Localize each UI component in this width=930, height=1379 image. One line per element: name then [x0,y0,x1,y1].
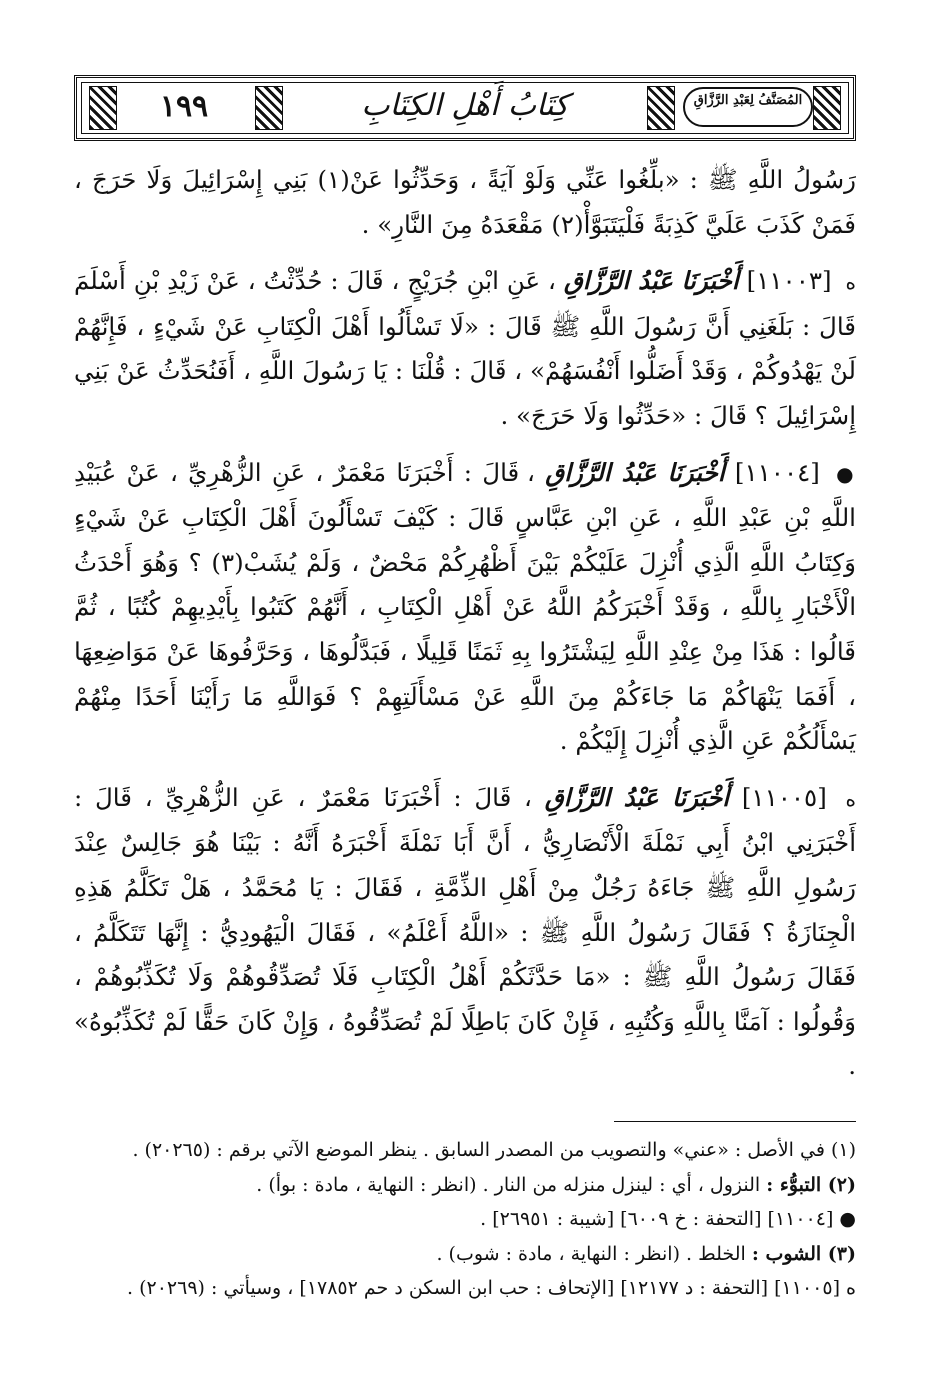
ornament-left-outer [89,86,117,130]
page-header [74,75,856,141]
takhrij-11004: ● [١١٠٠٤] [التحفة : خ ٦٠٠٩] [شيبة : ٢٦٩٥١] . [480,1208,856,1230]
footnote-2 [74,1168,856,1203]
footnote-text: النزول ، أي : لينزل منزله من النار . (انظر : النهاية ، مادة : بوأ) . [256,1173,761,1196]
hadith-text: ، قَالَ : أَخْبَرَنَا مَعْمَرٌ ، عَنِ الزُّهْرِيِّ ، عَنْ عُبَيْدِ اللَّهِ بْنِ عَبْدِ اللَّهِ ، عَنِ ابْنِ عَبَّاسٍ قَالَ : كَيْفَ تَسْأَلُونَ أَهْلَ الْكِتَابِ عَنْ شَيْءٍ وَكِتَابُ اللَّهِ الَّذِي أُنْزِلَ عَلَيْكُمْ بَيْنَ أَظْهُرِكُمْ مَحْضٌ ، وَلَمْ يُشَبْ(٣) ؟ وَهُوَ أَحْدَثُ الْأَخْبَارِ بِاللَّهِ ، وَقَدْ أَخْبَرَكُمُ اللَّهُ عَنْ أَهْلِ الْكِتَابِ ، أَنَّهُمْ كَتَبُوا بِأَيْدِيهِمْ كُتُبًا ، ثُمَّ قَالُوا : هَذَا مِنْ عِنْدِ اللَّهِ لِيَشْتَرُوا بِهِ ثَمَنًا قَلِيلًا ، فَبَدَّلُوهَا ، وَحَرَّفُوهَا عَنْ مَوَاضِعِهَا ، أَفَمَا يَنْهَاكُمْ مَا جَاءَكُمْ مِنَ اللَّهِ عَنْ مَسْأَلَتِهِمْ ؟ فَوَاللَّهِ مَا رَأَيْنَا أَحَدًا مِنْهُمْ يَسْأَلُكُمْ عَنِ الَّذِي أُنْزِلَ إِلَيْكُمْ . [74,457,856,756]
footnotes [74,1133,856,1306]
main-text [74,158,856,1101]
footnote-1: (١) في الأصل : «عني» والتصويب من المصدر السابق . ينظر الموضع الآتي برقم : (٢٠٢٦٥) . [132,1139,856,1161]
isnad-opening: أَخْبَرَنَا عَبْدُ الرَّزَّاقِ [545,457,725,487]
hadith-11004 [74,451,856,764]
isnad-opening: أَخْبَرَنَا عَبْدُ الرَّزَّاقِ [563,266,739,296]
hadith-marker: ه [845,786,856,811]
book-logo: المُصَنَّفُ لِعَبْدِ الرَّزَّاقِ [683,87,813,127]
ornament-right-outer [813,86,841,130]
chapter-title: كِتَابُ أَهْلِ الكِتَابِ [361,88,569,123]
hadith-text: ، عَنِ ابْنِ جُرَيْجٍ ، قَالَ : حُدِّثْتُ ، عَنْ زَيْدِ بْنِ أَسْلَمَ قَالَ : بَلَغَنِي أَنَّ رَسُولَ اللَّهِ ﷺ قَالَ : «لَا تَسْأَلُوا أَهْلَ الْكِتَابِ عَنْ شَيْءٍ ، فَإِنَّهُمْ لَنْ يَهْدُوكُمْ ، وَقَدْ أَضَلُّوا أَنْفُسَهُمْ» ، قَالَ : قُلْنَا : يَا رَسُولَ اللَّهِ ، أَفَنُحَدِّثُ عَنْ بَنِي إِسْرَائِيلَ ؟ قَالَ : «حَدِّثُوا وَلَا حَرَجَ» . [74,266,856,430]
hadith-number: [١١٠٠٣] [746,266,832,296]
hadith-number: [١١٠٠٤] [734,457,820,487]
hadith-11005 [74,776,856,1089]
hadith-marker: ه [845,270,857,295]
paragraph-text: رَسُولُ اللَّهِ ﷺ : «بلِّغُوا عَنِّي وَلَوْ آيَةً ، وَحَدِّثُوا عَنْ(١) بَنِي إِسْرَائِيلَ وَلَا حَرَجَ ، فَمَنْ كَذَبَ عَلَيَّ كَذِبَةً فَلْيَتَبَوَّأْ(٢) مَقْعَدَهُ مِنَ النَّارِ» . [74,165,856,239]
paragraph-continuation [74,158,856,247]
footnote-text: الخلط . (انظر : النهاية ، مادة : شوب) . [436,1242,746,1265]
hadith-text: ، قَالَ : أَخْبَرَنَا مَعْمَرٌ ، عَنِ الزُّهْرِيِّ ، قَالَ : أَخْبَرَنِي ابْنُ أَبِي نَمْلَةَ الْأَنْصَارِيُّ ، أَنَّ أَبَا نَمْلَةَ أَخْبَرَهُ أَنَّهُ : بَيْنَا هُوَ جَالِسٌ عِنْدَ رَسُولِ اللَّهِ ﷺ جَاءَهُ رَجُلٌ مِنْ أَهْلِ الذِّمَّةِ ، فَقَالَ : يَا مُحَمَّدُ ، هَلْ تَكَلَّمُ هَذِهِ الْجِنَازَةُ ؟ فَقَالَ رَسُولُ اللَّهِ ﷺ : «اللَّهُ أَعْلَمُ» ، فَقَالَ الْيَهُودِيُّ : إِنَّهَا تَتَكَلَّمُ ، فَقَالَ رَسُولُ اللَّهِ ﷺ : «مَا حَدَّثَكُمْ أَهْلُ الْكِتَابِ فَلَا تُصَدِّقُوهُمْ وَلَا تُكَذِّبُوهُمْ ، وَقُولُوا : آمَنَّا بِاللَّهِ وَكُتُبِهِ ، فَإِنْ كَانَ بَاطِلًا لَمْ تُصَدِّقُوهُ ، وَإِنْ كَانَ حَقًّا لَمْ تُكَذِّبُوهُ» . [74,782,856,1081]
footnote-3 [74,1237,856,1272]
hadith-number: [١١٠٠٥] [741,782,827,812]
footnote-separator [614,1121,856,1122]
footnote-term: (٣) الشوب : [751,1242,856,1265]
takhrij-11005: ه [١١٠٠٥] [التحفة : د ١٢١٧٧] [الإتحاف : حب ابن السكن د حم ١٧٨٥٢] ، وسيأتي : (٢٠٢٦٩) . [127,1277,856,1299]
ornament-right-inner [647,86,675,130]
ornament-left-inner [255,86,283,130]
hadith-marker: ● [836,461,856,486]
isnad-opening: أَخْبَرَنَا عَبْدُ الرَّزَّاقِ [544,782,730,812]
footnote-term: (٢) التبوُّء : [766,1173,856,1196]
page-number: ١٩٩ [159,89,209,124]
hadith-11003 [74,259,856,438]
